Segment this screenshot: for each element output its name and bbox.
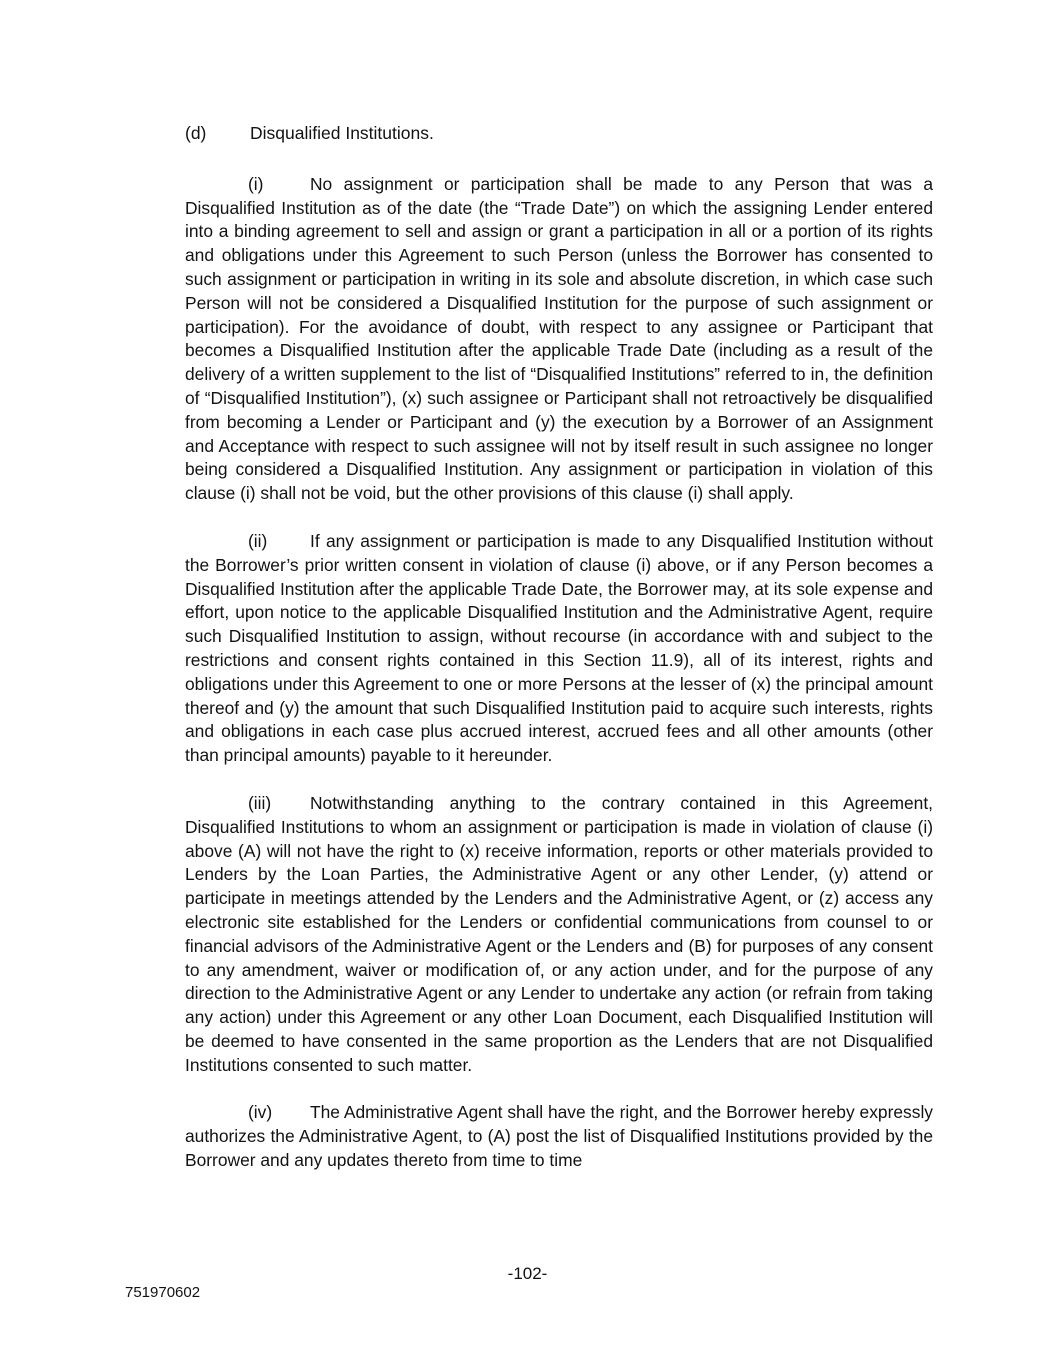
paragraph-iii-text: Notwithstanding anything to the contrary contained in this Agreement, Disqualified Institutions to whom an assignment or participation is made in violation of clause (i) above (A) will not have the right to (x) receive information, reports or other materials provided to Lenders by the Loan Parties, the Administrative Agent or any other Lender, (y) attend or participate in meetings attended by the Lenders and the Administrative Agent, or (z) access any electronic site established for the Lenders or confidential communications from counsel to or financial advisors of the Administrative Agent or the Lenders and (B) for purposes of any consent to any amendment, waiver or modification of, or any action under, and for the purpose of any direction to the Administrative Agent or any Lender to undertake any action (or refrain from taking any action) under this Agreement or any other Loan Document, each Disqualified Institution will be deemed to have consented in the same proportion as the Lenders that are not Disqualified Institutions consented to such matter.: [185, 792, 933, 1075]
paragraph-iii: [185, 792, 933, 1078]
paragraph-ii-text: If any assignment or participation is made to any Disqualified Institution without the Borrower’s prior written consent in violation of clause (i) above, or if any Person becomes a Disqualified Institution after the applicable Trade Date, the Borrower may, at its sole expense and effort, upon notice to the applicable Disqualified Institution and the Administrative Agent, require such Disqualified Institution to assign, without recourse (in accordance with and subject to the restrictions and consent rights contained in this Section 11.9), all of its interest, rights and obligations under this Agreement to one or more Persons at the lesser of (x) the principal amount thereof and (y) the amount that such Disqualified Institution paid to acquire such interests, rights and obligations in each case plus accrued interest, accrued fees and all other amounts (other than principal amounts) payable to it hereunder.: [185, 530, 933, 766]
paragraph-ii: [185, 530, 933, 768]
paragraph-ii-label: (ii): [248, 530, 268, 551]
paragraph-i-text: No assignment or participation shall be made to any Person that was a Disqualified Institution as of the date (the “Trade Date”) on which the assigning Lender entered into a binding agreement to sell and assign or grant a participation in all or a portion of its rights and obligations under this Agreement to such Person (unless the Borrower has consented to such assignment or participation in writing in its sole and absolute discretion, in which case such Person will not be considered a Disqualified Institution for the purpose of such assignment or participation). For the avoidance of doubt, with respect to any assignee or Participant that becomes a Disqualified Institution after the applicable Trade Date (including as a result of the delivery of a written supplement to the list of “Disqualified Institutions” referred to in, the definition of “Disqualified Institution”), (x) such assignee or Participant shall not retroactively be disqualified from becoming a Lender or Participant and (y) the execution by a Borrower of an Assignment and Acceptance with respect to such assignee will not by itself result in such assignee no longer being considered a Disqualified Institution. Any assignment or participation in violation of this clause (i) shall not be void, but the other provisions of this clause (i) shall apply.: [185, 173, 933, 504]
document-control-number: 751970602: [125, 1284, 201, 1301]
paragraph-iii-label: (iii): [248, 792, 272, 813]
document-body: [185, 122, 933, 1197]
paragraph-iv: [185, 1101, 933, 1172]
section-heading: [185, 122, 933, 146]
page-number: -102-: [507, 1264, 548, 1283]
paragraph-i-label: (i): [248, 173, 264, 194]
section-heading-title: Disqualified Institutions.: [250, 123, 434, 143]
paragraph-iv-label: (iv): [248, 1102, 273, 1123]
paragraph-i: [185, 173, 933, 506]
section-heading-label: (d): [185, 123, 207, 143]
paragraph-iv-text: The Administrative Agent shall have the right, and the Borrower hereby expressly authorizes the Administrative Agent, to (A) post the list of Disqualified Institutions provided by the Borrower and any updates thereto from time to time: [185, 1102, 933, 1171]
